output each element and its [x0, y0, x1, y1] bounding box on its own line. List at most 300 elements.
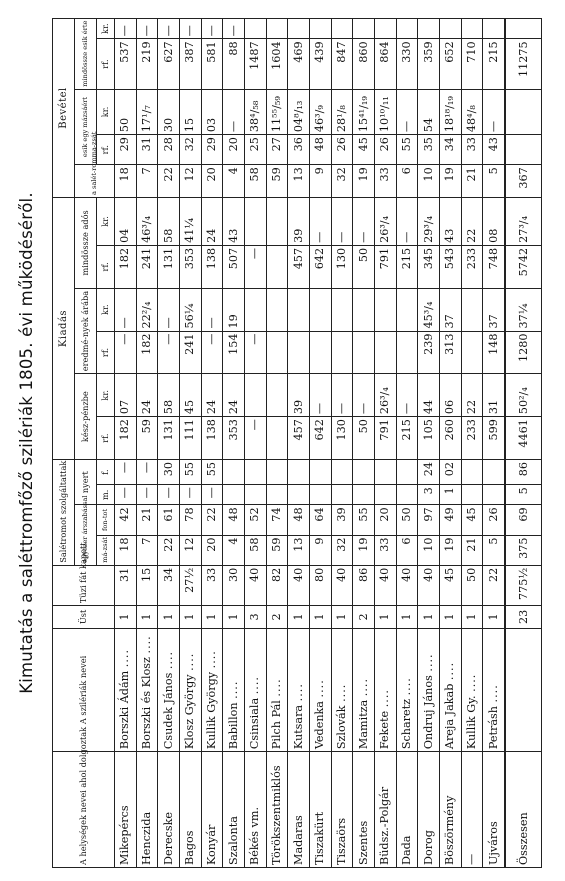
ados-rf-cell: 215 — [396, 245, 418, 288]
mazsa-cell: 10 — [418, 535, 440, 565]
saletrom-mazsa-cell: 9 — [310, 165, 332, 198]
table-row — [180, 19, 202, 868]
mindossze-kr-cell — [461, 19, 483, 39]
ados-kr-cell: 58 — [158, 198, 180, 246]
esik-kr-cell: 18¹⁸/₁₉ — [440, 89, 462, 134]
mindossze-kr-cell: — — [223, 19, 245, 39]
eredmeny-rf-cell — [375, 331, 397, 374]
saletrom-mazsa-cell: 19 — [353, 165, 375, 198]
nyert-f-cell: — — [115, 459, 137, 484]
eredmeny-kr-cell: 56¼ — [180, 288, 202, 331]
saletrom-mazsa-cell: 6 — [396, 165, 418, 198]
ados-kr-cell: 08 — [483, 198, 505, 246]
saletrom-mazsa-cell: 20 — [201, 165, 223, 198]
total-nyert-m: 5 — [505, 485, 541, 505]
header-nyert: nyert — [75, 459, 97, 504]
keszpenz-kr-cell — [245, 374, 267, 417]
leader-dots: .... — [140, 635, 153, 654]
total-mindossze-kr — [505, 19, 541, 39]
saletrom-mazsa-cell: 10 — [418, 165, 440, 198]
maker-cell: Scharetz .... — [396, 628, 418, 751]
maker-cell: Kullik Gy. .... — [461, 628, 483, 751]
esik-rf-cell: 45 — [353, 135, 375, 165]
esik-rf-cell: 29 — [115, 135, 137, 165]
leader-dots: .... — [205, 650, 219, 669]
maker-cell: Vedenka .... — [310, 628, 332, 751]
ados-kr-cell: 26³/₄ — [375, 198, 397, 246]
keszpenz-rf-cell: 215 — [396, 417, 418, 460]
mindossze-rf-cell: 439 — [310, 39, 332, 89]
wood-cell: 33 — [201, 565, 223, 605]
ust-cell: 1 — [483, 606, 505, 629]
esik-kr-cell: — — [223, 89, 245, 134]
font-cell: 50 — [396, 505, 418, 535]
saletrom-mazsa-cell: 21 — [461, 165, 483, 198]
font-cell: 64 — [310, 505, 332, 535]
eredmeny-kr-cell — [310, 288, 332, 331]
maker-cell: Borszki és Klosz .... — [136, 628, 158, 751]
eredmeny-rf-cell: — — [115, 331, 137, 374]
place-cell: Törökszentmiklós — [266, 752, 288, 868]
saletrom-mazsa-cell: 22 — [158, 165, 180, 198]
esik-kr-cell: 38⁴/₅₈ — [245, 89, 267, 134]
wood-cell: 27½ — [180, 565, 202, 605]
total-blank — [505, 628, 541, 751]
mindossze-rf-cell: 847 — [331, 39, 353, 89]
keszpenz-kr-cell: 06 — [440, 374, 462, 417]
maker-cell: Kutsara .... — [288, 628, 310, 751]
mazsa-cell: 22 — [158, 535, 180, 565]
eredmeny-rf-cell: 313 — [440, 331, 462, 374]
ust-cell: 1 — [180, 606, 202, 629]
total-esik-rf — [505, 135, 541, 165]
mindossze-rf-cell: 88 — [223, 39, 245, 89]
saletrom-mazsa-cell: 5 — [483, 165, 505, 198]
nyert-m-cell — [331, 485, 353, 505]
esik-rf-cell: 55 — [396, 135, 418, 165]
leader-dots: .... — [291, 683, 305, 702]
keszpenz-rf-cell: — — [245, 417, 267, 460]
header-m: m. — [97, 485, 115, 505]
keszpenz-kr-cell: 45 — [180, 374, 202, 417]
place-cell: Derecske — [158, 752, 180, 868]
esik-rf-cell: 27 — [266, 135, 288, 165]
saletrom-mazsa-cell: 4 — [223, 165, 245, 198]
esik-rf-cell: 29 — [201, 135, 223, 165]
wood-cell: 40 — [375, 565, 397, 605]
header-saletrom: Salétromot szolgáltattak — [53, 459, 75, 565]
keszpenz-kr-cell: 24 — [136, 374, 158, 417]
saletrom-mazsa-cell: 12 — [180, 165, 202, 198]
font-cell: 20 — [375, 505, 397, 535]
header-bevetel: Bevétel — [53, 19, 75, 198]
mindossze-rf-cell: 860 — [353, 39, 375, 89]
header-font: fon-tot — [97, 505, 115, 535]
header-places: A helységek nevei ahol dolgoztak — [53, 752, 115, 868]
mindossze-rf-cell: 1487 — [245, 39, 267, 89]
maker-cell: Csudek János .... — [158, 628, 180, 751]
total-eredmeny-rf: 1280 — [505, 331, 541, 374]
font-cell: 55 — [353, 505, 375, 535]
keszpenz-kr-cell: 22 — [461, 374, 483, 417]
ust-cell: 1 — [158, 606, 180, 629]
leader-dots: .... — [335, 683, 349, 702]
esik-kr-cell: 48⁴/₈ — [461, 89, 483, 134]
maker-cell: Babillon .... — [223, 628, 245, 751]
font-cell: 26 — [483, 505, 505, 535]
table-body — [115, 19, 542, 868]
esik-kr-cell: 28¹/₈ — [331, 89, 353, 134]
leader-dots: .... — [421, 653, 435, 672]
eredmeny-rf-cell: 154 — [223, 331, 245, 374]
esik-rf-cell: 32 — [180, 135, 202, 165]
font-cell: 48 — [223, 505, 245, 535]
ust-cell: 1 — [418, 606, 440, 629]
total-mindossze-rf: 11275 — [505, 39, 541, 89]
place-cell: Dada — [396, 752, 418, 868]
table-row — [288, 19, 310, 868]
maker-cell: Areja Jakab .... — [440, 628, 462, 751]
total-saletrom-mazsa: 367 — [505, 165, 541, 198]
nyert-f-cell — [461, 459, 483, 484]
ust-cell: 1 — [310, 606, 332, 629]
nyert-m-cell: — — [136, 485, 158, 505]
font-cell: 49 — [440, 505, 462, 535]
mazsa-cell: 58 — [245, 535, 267, 565]
mazsa-cell: 33 — [375, 535, 397, 565]
wood-cell: 34 — [158, 565, 180, 605]
esik-kr-cell: 15⁴¹/₁₉ — [353, 89, 375, 134]
keszpenz-rf-cell: 138 — [201, 417, 223, 460]
mindossze-kr-cell — [331, 19, 353, 39]
mindossze-kr-cell: — — [201, 19, 223, 39]
nyert-m-cell: — — [158, 485, 180, 505]
mazsa-cell: 6 — [396, 535, 418, 565]
total-esik-kr — [505, 89, 541, 134]
mindossze-rf-cell: 387 — [180, 39, 202, 89]
mindossze-kr-cell: — — [180, 19, 202, 39]
ust-cell: 3 — [245, 606, 267, 629]
keszpenz-kr-cell: — — [331, 374, 353, 417]
mazsa-cell: 59 — [266, 535, 288, 565]
font-cell: 97 — [418, 505, 440, 535]
mindossze-rf-cell: 710 — [461, 39, 483, 89]
mindossze-kr-cell — [483, 19, 505, 39]
esik-rf-cell: 26 — [331, 135, 353, 165]
esik-rf-cell: 36 — [288, 135, 310, 165]
mindossze-kr-cell — [288, 19, 310, 39]
table-row — [201, 19, 223, 868]
eredmeny-rf-cell — [310, 331, 332, 374]
wood-cell: 40 — [245, 565, 267, 605]
leader-dots: .... — [270, 678, 284, 697]
wood-cell: 80 — [310, 565, 332, 605]
keszpenz-kr-cell: 24 — [201, 374, 223, 417]
esik-kr-cell: 17¹/₇ — [136, 89, 158, 134]
mazsa-cell: 9 — [310, 535, 332, 565]
mindossze-rf-cell: 537 — [115, 39, 137, 89]
ados-kr-cell: 04 — [115, 198, 137, 246]
table-row — [115, 19, 137, 868]
place-cell: Békés vm. — [245, 752, 267, 868]
keszpenz-kr-cell: — — [396, 374, 418, 417]
mazsa-cell: 20 — [201, 535, 223, 565]
place-cell: Tiszaörs — [331, 752, 353, 868]
saletrom-mazsa-cell: 18 — [115, 165, 137, 198]
ados-kr-cell: — — [310, 198, 332, 246]
font-cell: 42 — [115, 505, 137, 535]
keszpenz-kr-cell — [266, 374, 288, 417]
ados-rf-cell: 457 — [288, 245, 310, 288]
keszpenz-rf-cell: 233 — [461, 417, 483, 460]
eredmeny-kr-cell — [331, 288, 353, 331]
header-rf: rf. — [97, 417, 115, 460]
esik-rf-cell: 43 — [483, 135, 505, 165]
keszpenz-rf-cell: 599 — [483, 417, 505, 460]
esik-rf-cell: 26 — [375, 135, 397, 165]
maker-cell: Pilch Pál .... — [266, 628, 288, 751]
place-cell: Büdsz.-Polgár — [375, 752, 397, 868]
nyert-f-cell — [353, 459, 375, 484]
mindossze-kr-cell — [310, 19, 332, 39]
table-row — [375, 19, 397, 868]
ados-rf-cell: 507 — [223, 245, 245, 288]
nyert-f-cell — [266, 459, 288, 484]
nyert-f-cell — [310, 459, 332, 484]
eredmeny-kr-cell: 37 — [440, 288, 462, 331]
keszpenz-kr-cell: 26³/₄ — [375, 374, 397, 417]
table-header — [53, 19, 115, 868]
maker-cell: Ondruj János .... — [418, 628, 440, 751]
ust-cell: 1 — [461, 606, 483, 629]
esik-kr-cell: 54 — [418, 89, 440, 134]
ados-rf-cell: 130 — [331, 245, 353, 288]
font-cell: 21 — [136, 505, 158, 535]
header-kr: kr. — [97, 374, 115, 417]
ados-kr-cell: 43 — [223, 198, 245, 246]
place-cell: Madaras — [288, 752, 310, 868]
eredmeny-kr-cell: 37 — [483, 288, 505, 331]
mindossze-rf-cell: 652 — [440, 39, 462, 89]
table-row — [461, 19, 483, 868]
header-f: f. — [97, 459, 115, 484]
wood-cell: 40 — [396, 565, 418, 605]
esik-rf-cell: 48 — [310, 135, 332, 165]
ust-cell: 1 — [396, 606, 418, 629]
mazsa-cell: 4 — [223, 535, 245, 565]
saletrom-mazsa-cell: 33 — [375, 165, 397, 198]
esik-kr-cell: 46³/₉ — [310, 89, 332, 134]
font-cell: 78 — [180, 505, 202, 535]
maker-cell: Petrásh .... — [483, 628, 505, 751]
table-row — [440, 19, 462, 868]
ust-cell: 2 — [353, 606, 375, 629]
nyert-m-cell — [396, 485, 418, 505]
nyert-f-cell — [396, 459, 418, 484]
mindossze-rf-cell: 1604 — [266, 39, 288, 89]
place-cell: Mikepércs — [115, 752, 137, 868]
table-row — [353, 19, 375, 868]
nyert-m-cell — [375, 485, 397, 505]
keszpenz-rf-cell: 111 — [180, 417, 202, 460]
nyert-f-cell — [375, 459, 397, 484]
header-tuzi-fa: Tüzi fát kapott — [53, 565, 115, 605]
ados-kr-cell: 24 — [201, 198, 223, 246]
leader-dots: .... — [465, 673, 479, 692]
wood-cell: 86 — [353, 565, 375, 605]
eredmeny-kr-cell — [245, 288, 267, 331]
saletrom-mazsa-cell: 13 — [288, 165, 310, 198]
eredmeny-rf-cell — [331, 331, 353, 374]
ados-kr-cell: — — [331, 198, 353, 246]
keszpenz-kr-cell: 58 — [158, 374, 180, 417]
ust-cell: 2 — [266, 606, 288, 629]
ust-cell: 1 — [136, 606, 158, 629]
font-cell: 52 — [245, 505, 267, 535]
esik-kr-cell: 03 — [201, 89, 223, 134]
esik-kr-cell: — — [483, 89, 505, 134]
keszpenz-kr-cell: — — [353, 374, 375, 417]
eredmeny-rf-cell: 182 — [136, 331, 158, 374]
header-mindossze-esik: mindössze esik érte — [75, 19, 97, 90]
keszpenz-rf-cell: 131 — [158, 417, 180, 460]
mindossze-rf-cell: 219 — [136, 39, 158, 89]
ados-kr-cell: 29³/₄ — [418, 198, 440, 246]
header-kr: kr. — [97, 288, 115, 331]
nyert-m-cell — [245, 485, 267, 505]
maker-cell: Szlovák .... — [331, 628, 353, 751]
total-label: Összesen — [505, 752, 541, 868]
table-row — [266, 19, 288, 868]
ados-rf-cell — [266, 245, 288, 288]
mazsa-cell: 5 — [483, 535, 505, 565]
ados-kr-cell: — — [353, 198, 375, 246]
table-row — [158, 19, 180, 868]
place-cell: Henczida — [136, 752, 158, 868]
eredmeny-kr-cell — [353, 288, 375, 331]
nyert-m-cell — [353, 485, 375, 505]
header-rf: rf. — [97, 135, 115, 165]
nyert-m-cell — [483, 485, 505, 505]
esik-rf-cell: 25 — [245, 135, 267, 165]
esik-rf-cell: 20 — [223, 135, 245, 165]
keszpenz-kr-cell: 39 — [288, 374, 310, 417]
maker-cell: Fekete .... — [375, 628, 397, 751]
eredmeny-kr-cell: 19 — [223, 288, 245, 331]
mindossze-rf-cell: 330 — [396, 39, 418, 89]
maker-cell: Kullik György .... — [201, 628, 223, 751]
maker-cell: Mamitza .... — [353, 628, 375, 751]
total-wood: 775½ — [505, 565, 541, 605]
ados-kr-cell: 41¼ — [180, 198, 202, 246]
esik-kr-cell: 10¹⁰/₁₁ — [375, 89, 397, 134]
maker-cell: Klosz György .... — [180, 628, 202, 751]
ados-kr-cell — [245, 198, 267, 246]
eredmeny-kr-cell: 22²/₄ — [136, 288, 158, 331]
eredmeny-rf-cell: 241 — [180, 331, 202, 374]
ados-kr-cell: 22 — [461, 198, 483, 246]
keszpenz-rf-cell: 182 — [115, 417, 137, 460]
header-kiadas: Kiadás — [53, 198, 75, 460]
wood-cell: 40 — [418, 565, 440, 605]
total-ados-kr: 27³/₄ — [505, 198, 541, 246]
esik-kr-cell: 30 — [158, 89, 180, 134]
eredmeny-rf-cell — [353, 331, 375, 374]
leader-dots: .... — [378, 689, 392, 708]
esik-kr-cell: 50 — [115, 89, 137, 134]
keszpenz-rf-cell: 791 — [375, 417, 397, 460]
mazsa-cell: 18 — [115, 535, 137, 565]
ados-rf-cell: 642 — [310, 245, 332, 288]
nyert-m-cell: 1 — [440, 485, 462, 505]
leader-dots: .... — [226, 680, 240, 699]
nyert-m-cell: 3 — [418, 485, 440, 505]
ust-cell: 1 — [223, 606, 245, 629]
leader-dots: .... — [486, 684, 500, 703]
nyert-f-cell: 24 — [418, 459, 440, 484]
leader-dots: .... — [183, 652, 197, 671]
mindossze-rf-cell: 215 — [483, 39, 505, 89]
nyert-f-cell — [483, 459, 505, 484]
esik-kr-cell: 11⁵⁵/₅₉ — [266, 89, 288, 134]
nyert-m-cell: — — [115, 485, 137, 505]
font-cell: 45 — [461, 505, 483, 535]
total-eredmeny-kr: 37¼ — [505, 288, 541, 331]
ados-kr-cell — [266, 198, 288, 246]
eredmeny-rf-cell — [461, 331, 483, 374]
ados-rf-cell: 233 — [461, 245, 483, 288]
keszpenz-kr-cell: — — [310, 374, 332, 417]
table-row — [245, 19, 267, 868]
saletrom-mazsa-cell: 32 — [331, 165, 353, 198]
total-font: 69 — [505, 505, 541, 535]
mindossze-rf-cell: 469 — [288, 39, 310, 89]
mindossze-rf-cell: 359 — [418, 39, 440, 89]
total-ust: 23 — [505, 606, 541, 629]
nyert-f-cell: 02 — [440, 459, 462, 484]
wood-cell: 31 — [115, 565, 137, 605]
ados-rf-cell: 182 — [115, 245, 137, 288]
keszpenz-rf-cell: 59 — [136, 417, 158, 460]
table-row — [310, 19, 332, 868]
eredmeny-kr-cell: 45³/₄ — [418, 288, 440, 331]
saletrom-mazsa-cell: 59 — [266, 165, 288, 198]
place-cell: Böszörmény — [440, 752, 462, 868]
ados-kr-cell: — — [396, 198, 418, 246]
header-rf: rf. — [97, 245, 115, 288]
mindossze-kr-cell: — — [115, 19, 137, 39]
mazsa-cell: 19 — [353, 535, 375, 565]
total-keszpenz-rf: 4461 — [505, 417, 541, 460]
ados-kr-cell: 43 — [440, 198, 462, 246]
header-ust: Üst — [53, 606, 115, 629]
esik-rf-cell: 33 — [461, 135, 483, 165]
eredmeny-kr-cell — [375, 288, 397, 331]
header-rf: rf. — [97, 39, 115, 89]
esik-kr-cell: 04⁸/₁₃ — [288, 89, 310, 134]
eredmeny-kr-cell — [288, 288, 310, 331]
wood-cell: 40 — [331, 565, 353, 605]
ados-rf-cell: — — [245, 245, 267, 288]
mazsa-cell: 32 — [331, 535, 353, 565]
keszpenz-kr-cell: 24 — [223, 374, 245, 417]
leader-dots: .... — [248, 676, 262, 695]
header-kr: kr. — [97, 198, 115, 246]
eredmeny-rf-cell: 239 — [418, 331, 440, 374]
table-row — [396, 19, 418, 868]
wood-cell: 30 — [223, 565, 245, 605]
mindossze-kr-cell — [245, 19, 267, 39]
